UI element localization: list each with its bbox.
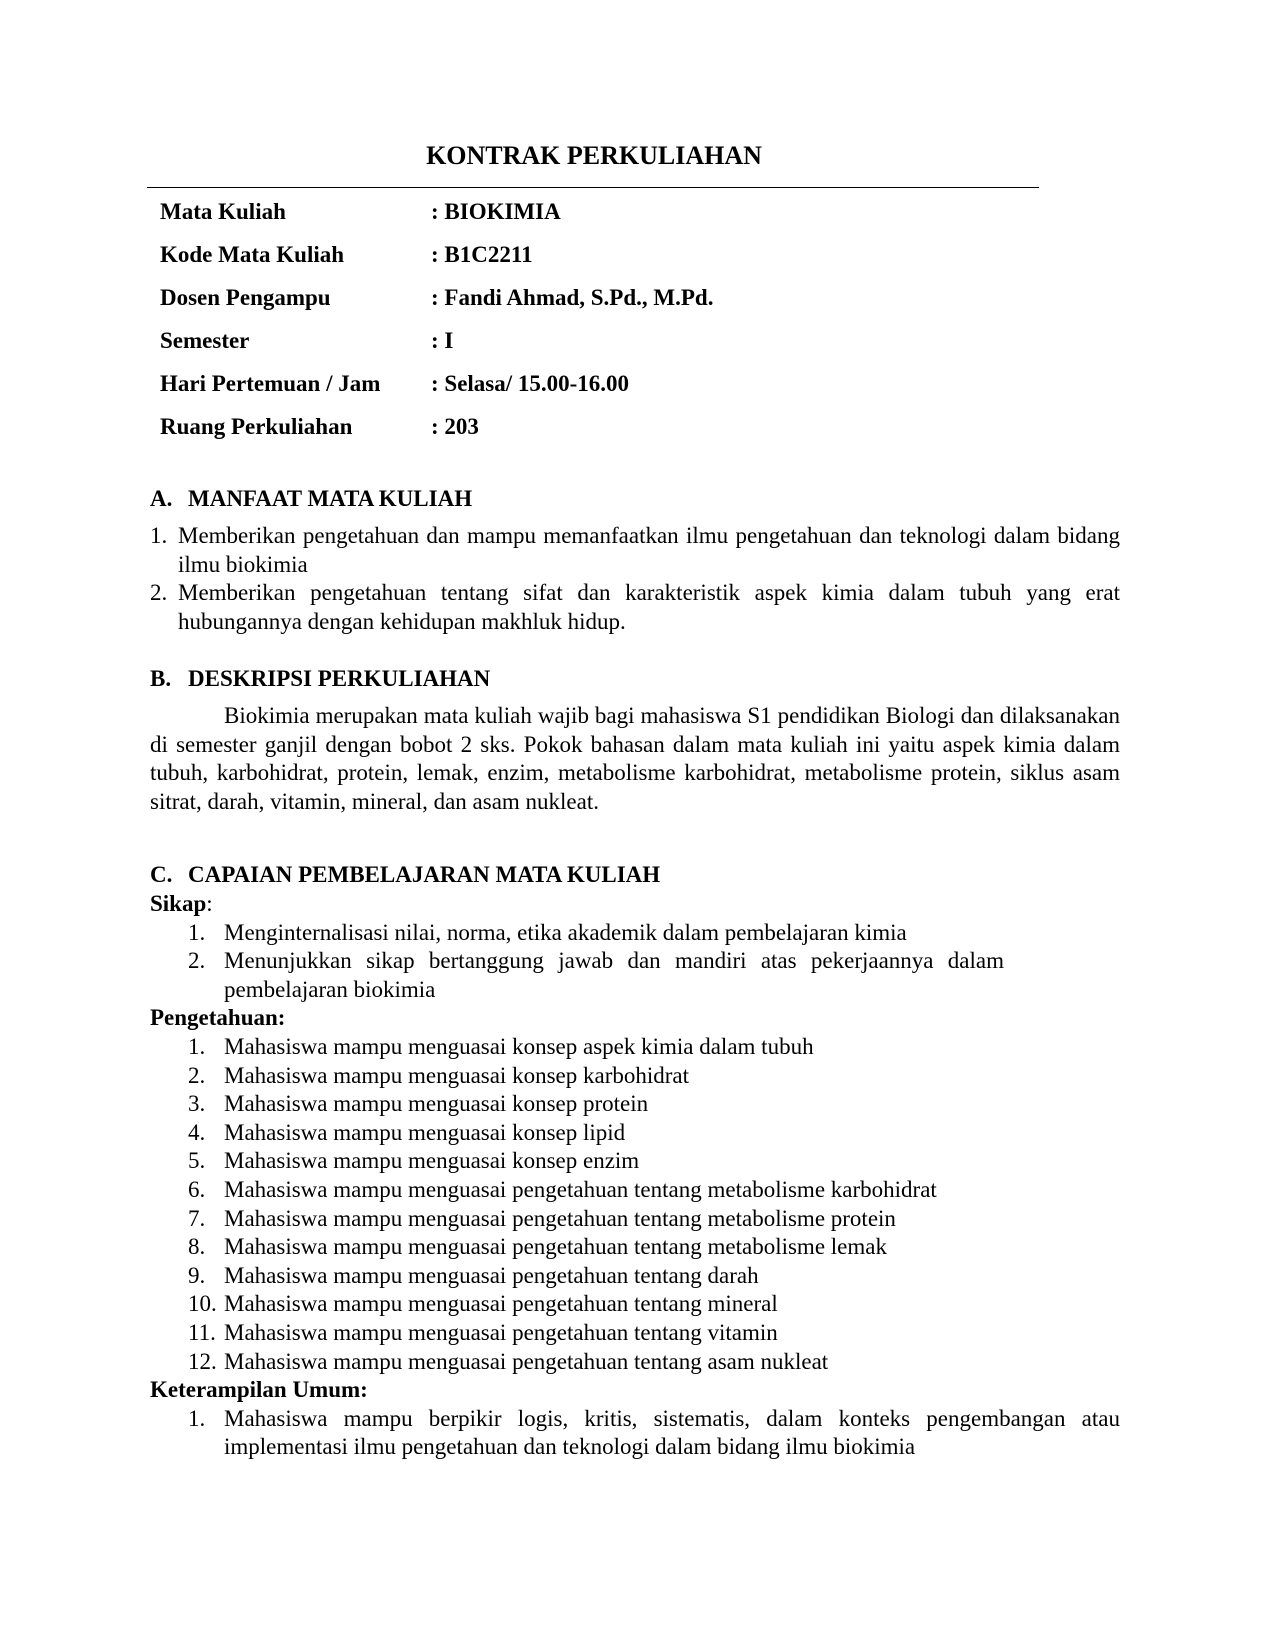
sikap-label <box>150 890 1120 919</box>
list-number-text: 1. <box>188 919 206 945</box>
info-value: : Fandi Ahmad, S.Pd., M.Pd. <box>431 284 714 310</box>
list-text: Mahasiswa mampu menguasai pengetahuan tentang asam nukleat <box>224 1348 829 1374</box>
list-item <box>150 1090 1120 1119</box>
sikap-list <box>150 919 1120 1005</box>
list-number-text: 1. <box>188 1033 206 1059</box>
list-number-text: 4. <box>188 1119 206 1145</box>
course-info-table <box>160 190 713 448</box>
list-item <box>150 1062 1120 1091</box>
list-item <box>150 1348 1120 1377</box>
list-number-text: 12. <box>188 1348 217 1374</box>
info-value: : 203 <box>431 413 479 439</box>
list-number-text: 8. <box>188 1234 206 1260</box>
info-row-ruang-perkuliahan <box>160 405 713 448</box>
list-text: Mahasiswa mampu menguasai konsep enzim <box>224 1148 640 1174</box>
list-item <box>150 947 1120 1004</box>
list-item <box>150 1405 1120 1462</box>
section-c <box>150 860 1120 1462</box>
info-label: Ruang Perkuliahan <box>160 413 353 439</box>
list-text: Mahasiswa mampu menguasai pengetahuan tentang vitamin <box>224 1319 778 1345</box>
list-number <box>150 1233 224 1262</box>
list-number-text: 2. <box>188 1062 206 1088</box>
list-number <box>150 1119 224 1148</box>
list-text: Mahasiswa mampu menguasai pengetahuan tentang metabolisme protein <box>224 1205 896 1231</box>
list-text: Mahasiswa mampu menguasai konsep lipid <box>224 1119 626 1145</box>
list-number-text: 9. <box>188 1262 206 1288</box>
list-text: Mahasiswa mampu berpikir logis, kritis, sistematis, dalam konteks pengembangan atau implementasi ilmu pengetahuan dan teknologi dalam bidang ilmu biokimia <box>224 1405 1120 1460</box>
list-item <box>150 919 1120 948</box>
section-b-heading <box>150 664 1120 694</box>
list-item <box>150 1290 1120 1319</box>
section-title: MANFAAT MATA KULIAH <box>188 486 473 511</box>
list-text: Mahasiswa mampu menguasai konsep protein <box>224 1091 649 1117</box>
section-a-heading <box>150 484 1120 514</box>
list-item <box>150 1262 1120 1291</box>
description-paragraph: Biokimia merupakan mata kuliah wajib bagi mahasiswa S1 pendidikan Biologi dan dilaksanakan di semester ganjil dengan bobot 2 sks. Pokok bahasan dalam mata kuliah ini yaitu aspek kimia dalam tubuh, karbohidrat, protein, lemak, enzim, metabolisme karbohidrat, metabolisme protein, siklus asam sitrat, darah, vitamin, mineral, dan asam nukleat. <box>150 703 1120 814</box>
section-c-heading <box>150 860 1120 890</box>
list-text: Mahasiswa mampu menguasai pengetahuan tentang mineral <box>224 1291 778 1317</box>
list-number <box>150 1033 224 1062</box>
section-letter: B. <box>150 666 172 691</box>
list-text: Mahasiswa mampu menguasai pengetahuan tentang metabolisme karbohidrat <box>224 1176 937 1202</box>
list-item <box>150 1119 1120 1148</box>
list-number <box>150 1290 224 1319</box>
list-item <box>150 1033 1120 1062</box>
list-item <box>150 1233 1120 1262</box>
sikap-label-text: Sikap <box>150 891 207 916</box>
list-number <box>150 1262 224 1291</box>
info-row-kode-mata-kuliah <box>160 233 713 276</box>
pengetahuan-list <box>150 1033 1120 1376</box>
info-label: Kode Mata Kuliah <box>160 241 345 267</box>
info-row-mata-kuliah <box>160 190 713 233</box>
list-number-text: 2. <box>188 948 206 974</box>
list-number-text: 10. <box>188 1291 217 1317</box>
list-number: 2. <box>150 580 168 606</box>
list-item <box>150 522 1120 579</box>
list-text: Menginternalisasi nilai, norma, etika akademik dalam pembelajaran kimia <box>224 919 907 945</box>
list-number-text: 6. <box>188 1176 206 1202</box>
section-title: CAPAIAN PEMBELAJARAN MATA KULIAH <box>188 862 661 887</box>
list-number <box>150 1062 224 1091</box>
info-row-hari-pertemuan <box>160 362 713 405</box>
info-value: : BIOKIMIA <box>431 198 561 224</box>
pengetahuan-label: Pengetahuan: <box>150 1005 286 1031</box>
list-item <box>150 1319 1120 1348</box>
sikap-label-colon: : <box>206 891 213 916</box>
list-item <box>150 1147 1120 1176</box>
keterampilan-label: Keterampilan Umum: <box>150 1377 368 1403</box>
info-value: : Selasa/ 15.00-16.00 <box>431 370 630 396</box>
document-title: KONTRAK PERKULIAHAN <box>426 141 762 170</box>
section-a <box>150 484 1120 636</box>
list-number <box>150 1147 224 1176</box>
list-number <box>150 1405 224 1462</box>
list-item <box>150 579 1120 636</box>
manfaat-list <box>150 522 1120 636</box>
info-label: Hari Pertemuan / Jam <box>160 370 381 396</box>
list-number-text: 11. <box>188 1319 216 1345</box>
info-label: Mata Kuliah <box>160 198 286 224</box>
info-value: : I <box>431 327 454 353</box>
list-number-text: 5. <box>188 1148 206 1174</box>
info-value: : B1C2211 <box>431 241 533 267</box>
list-number-text: 1. <box>188 1405 206 1431</box>
list-item <box>150 1176 1120 1205</box>
list-text: Mahasiswa mampu menguasai pengetahuan tentang darah <box>224 1262 759 1288</box>
list-item <box>150 1205 1120 1234</box>
list-number <box>150 947 224 1004</box>
section-letter: C. <box>150 862 173 887</box>
info-label: Semester <box>160 327 250 353</box>
list-number-text: 3. <box>188 1091 206 1117</box>
section-title: DESKRIPSI PERKULIAHAN <box>188 666 491 691</box>
section-letter: A. <box>150 486 173 511</box>
info-label: Dosen Pengampu <box>160 284 331 310</box>
list-text: Mahasiswa mampu menguasai pengetahuan tentang metabolisme lemak <box>224 1234 887 1260</box>
info-row-semester <box>160 319 713 362</box>
section-b <box>150 664 1120 816</box>
list-text: Mahasiswa mampu menguasai konsep karbohidrat <box>224 1062 689 1088</box>
title-underline <box>147 187 1039 188</box>
list-text: Menunjukkan sikap bertanggung jawab dan mandiri atas pekerjaannya dalam pembelajaran biokimia <box>224 948 1004 1002</box>
list-number <box>150 1319 224 1348</box>
list-text: Memberikan pengetahuan dan mampu memanfaatkan ilmu pengetahuan dan teknologi dalam bidang ilmu biokimia <box>178 523 1120 577</box>
list-text: Mahasiswa mampu menguasai konsep aspek kimia dalam tubuh <box>224 1033 814 1059</box>
list-number <box>150 1090 224 1119</box>
keterampilan-list <box>150 1405 1120 1462</box>
list-number-text: 7. <box>188 1205 206 1231</box>
list-text: Memberikan pengetahuan tentang sifat dan karakteristik aspek kimia dalam tubuh yang erat hubungannya dengan kehidupan makhluk hidup. <box>178 580 1120 634</box>
list-number: 1. <box>150 523 168 548</box>
list-number <box>150 1205 224 1234</box>
list-number <box>150 919 224 948</box>
list-number <box>150 1348 224 1377</box>
info-row-dosen-pengampu <box>160 276 713 319</box>
list-number <box>150 1176 224 1205</box>
